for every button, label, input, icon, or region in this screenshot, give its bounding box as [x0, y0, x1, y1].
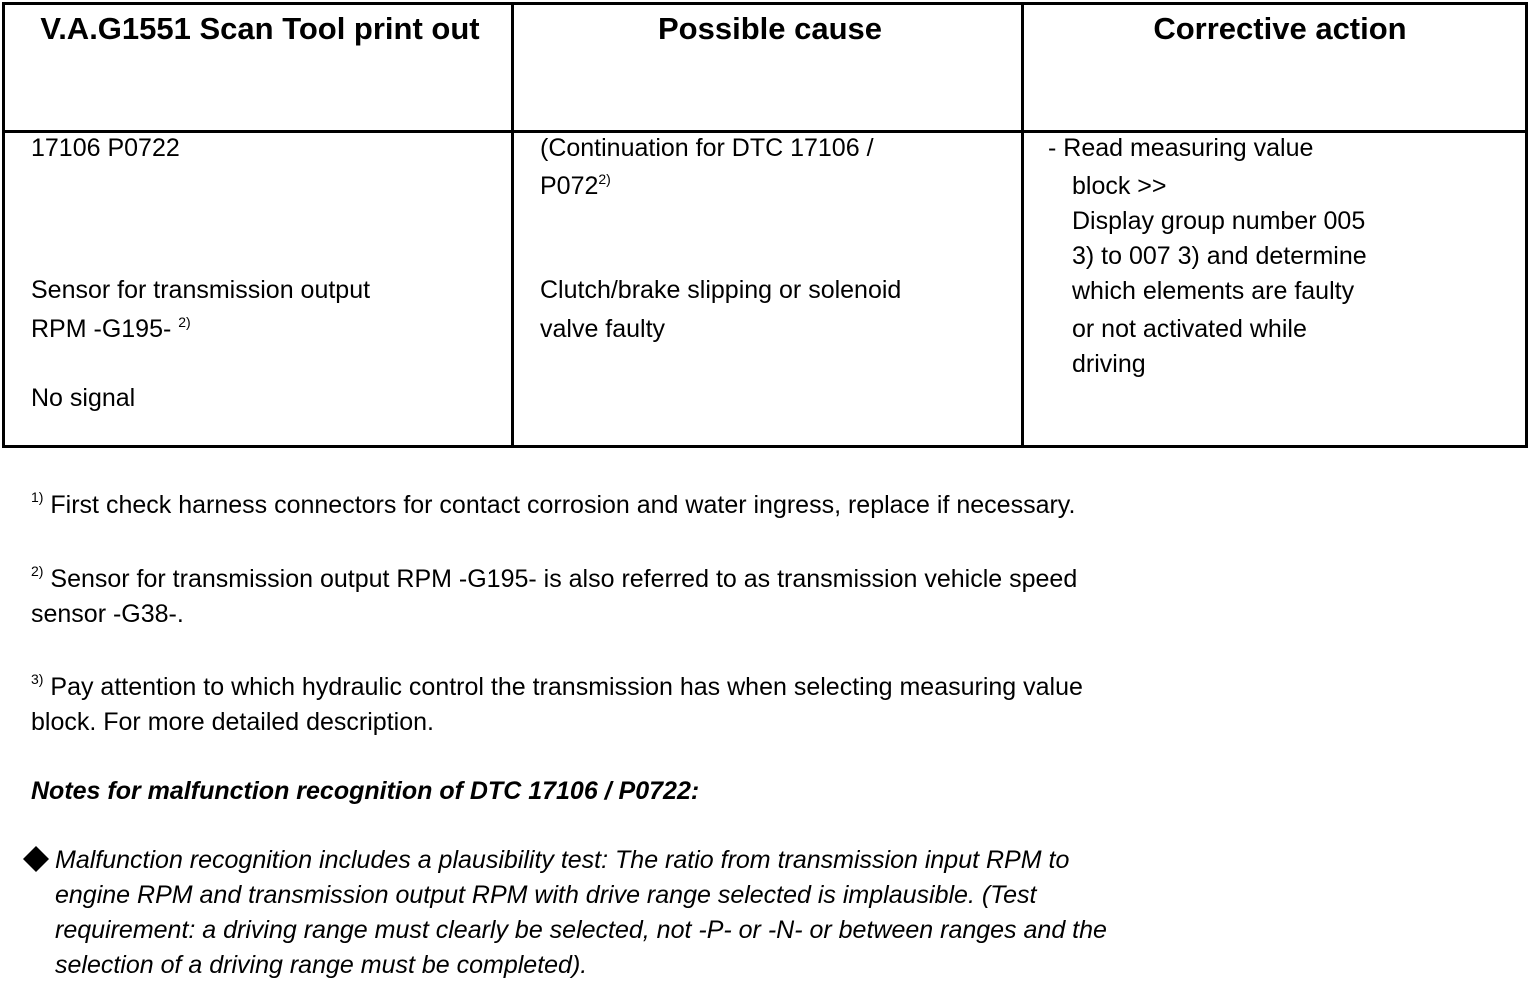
notes-heading: Notes for malfunction recognition of DTC 17106 / P0722:: [31, 777, 700, 805]
component-name-line1: Sensor for transmission output: [31, 276, 371, 304]
corrective-action-line: driving: [1072, 350, 1146, 378]
footnote-2-line2: sensor -G38-.: [31, 600, 184, 628]
corrective-action-line: Display group number 005: [1072, 207, 1366, 235]
component-name-line2: RPM -G195- $^{2)}$: [31, 314, 191, 343]
continuation-line1: (Continuation for DTC 17106 /: [540, 134, 874, 162]
corrective-action-line: 3) to 007 3) and determine: [1072, 242, 1367, 270]
corrective-action-line: or not activated while: [1072, 315, 1307, 343]
footnote-1: $^{1)}$ First check harness connectors for contact corrosion and water ingress, replace if necessary.: [31, 489, 1076, 519]
continuation-line2: P072$^{2)}$: [540, 171, 611, 200]
header-scan-tool-printout: V.A.G1551 Scan Tool print out: [40, 11, 480, 46]
column-divider: [511, 5, 514, 445]
possible-cause-line2: valve faulty: [540, 315, 666, 343]
column-divider: [1021, 5, 1024, 445]
footnote-ref: 2): [598, 171, 611, 187]
footnote-ref: 2): [178, 314, 191, 330]
header-possible-cause: Possible cause: [657, 11, 882, 46]
possible-cause-line1: Clutch/brake slipping or solenoid: [540, 276, 902, 304]
footnote-3-line1: $^{3)}$ Pay attention to which hydraulic control the transmission has when selecting measuring value: [31, 671, 1083, 701]
bullet-text-line: Malfunction recognition includes a plausibility test: The ratio from transmission input RPM to: [55, 846, 1070, 874]
corrective-action-line: block >>: [1072, 172, 1167, 200]
footnote-mark: 3): [31, 671, 44, 687]
diamond-bullet-icon: [22, 845, 50, 873]
corrective-action-line: - Read measuring value: [1048, 134, 1314, 162]
bullet-text-line: requirement: a driving range must clearly be selected, not -P- or -N- or between ranges and the: [55, 916, 1107, 944]
header-corrective-action: Corrective action: [1153, 11, 1407, 46]
bullet-text-line: engine RPM and transmission output RPM with drive range selected is implausible. (Test: [55, 881, 1037, 909]
corrective-action-line: which elements are faulty: [1072, 277, 1355, 305]
footnote-mark: 2): [31, 563, 44, 579]
fault-status: No signal: [31, 384, 136, 412]
footnote-2-line1: $^{2)}$ Sensor for transmission output RPM -G195- is also referred to as transmission vehicle speed: [31, 563, 1078, 593]
dtc-code: 17106 P0722: [31, 134, 180, 162]
footnote-mark: 1): [31, 489, 44, 505]
footnote-3-line2: block. For more detailed description.: [31, 708, 434, 736]
bullet-text-line: selection of a driving range must be completed).: [55, 951, 588, 979]
